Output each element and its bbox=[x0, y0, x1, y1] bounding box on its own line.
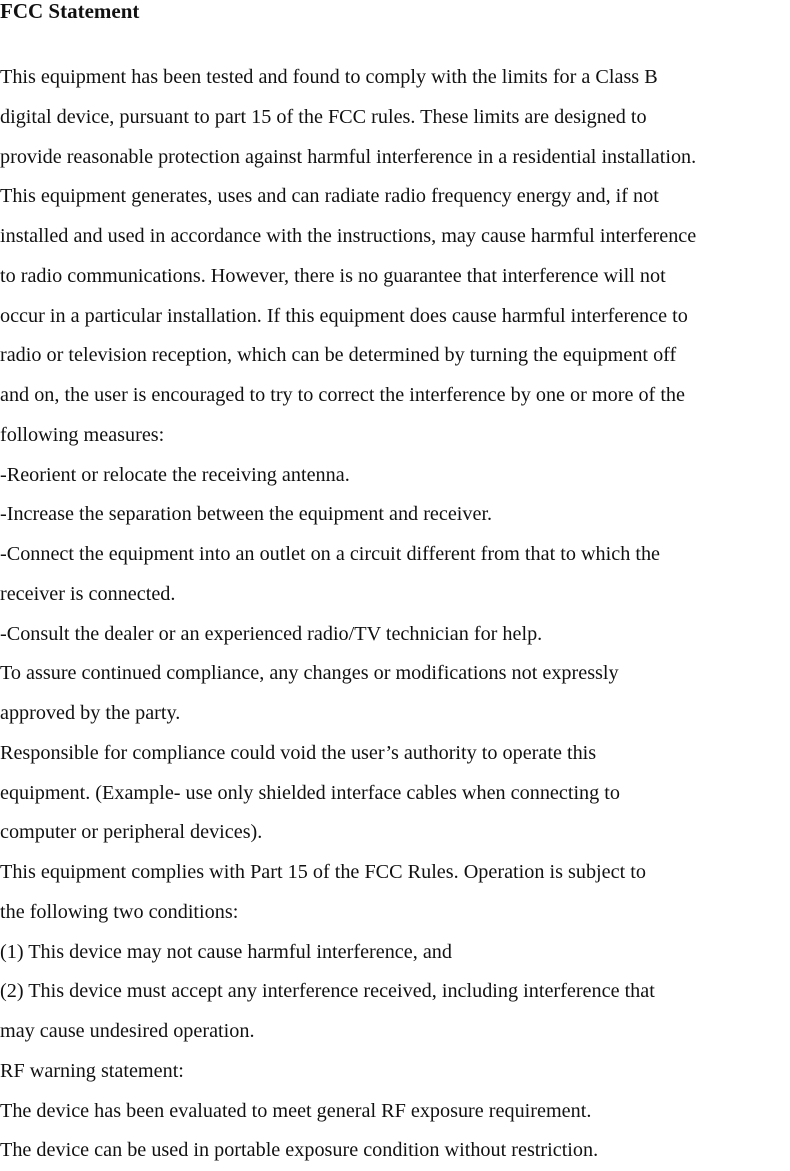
text-line-5: installed and used in accordance with the instructions, may cause harmful interference bbox=[0, 225, 697, 247]
text-line-2: digital device, pursuant to part 15 of the FCC rules. These limits are designed to bbox=[0, 105, 647, 128]
condition-2: (2) This device must accept any interference received, including interference that bbox=[0, 980, 655, 1003]
text-line-8: radio or television reception, which can be determined by turning the equipment off bbox=[0, 344, 677, 367]
text-line-10: following measures: bbox=[0, 423, 165, 446]
text-line-9: and on, the user is encouraged to try to correct the interference by one or more of the bbox=[0, 384, 685, 406]
text-line-17: approved by the party. bbox=[0, 702, 181, 724]
measure-reorient: -Reorient or relocate the receiving antenna. bbox=[0, 463, 350, 486]
text-line-4: This equipment generates, uses and can radiate radio frequency energy and, if not bbox=[0, 185, 659, 208]
condition-2-cont: may cause undesired operation. bbox=[0, 1020, 255, 1042]
rf-warning-line-1: The device has been evaluated to meet general RF exposure requirement. bbox=[0, 1099, 592, 1122]
text-line-19: equipment. (Example- use only shielded interface cables when connecting to bbox=[0, 781, 620, 804]
measure-consult-dealer: -Consult the dealer or an experienced radio/TV technician for help. bbox=[0, 622, 543, 645]
measure-connect-outlet-cont: receiver is connected. bbox=[0, 582, 176, 605]
measure-increase-separation: -Increase the separation between the equipment and receiver. bbox=[0, 503, 493, 526]
statement-body bbox=[0, 58, 790, 1171]
measure-connect-outlet: -Connect the equipment into an outlet on a circuit different from that to which the bbox=[0, 543, 661, 565]
rf-warning-line-2: The device can be used in portable exposure condition without restriction. bbox=[0, 1139, 599, 1162]
text-line-7: occur in a particular installation. If this equipment does cause harmful interference to bbox=[0, 304, 688, 327]
text-line-6: to radio communications. However, there is no guarantee that interference will not bbox=[0, 264, 666, 287]
condition-1: (1) This device may not cause harmful interference, and bbox=[0, 940, 452, 963]
text-line-1: This equipment has been tested and found to comply with the limits for a Class B bbox=[0, 66, 658, 88]
document-title: FCC Statement bbox=[0, 0, 140, 23]
text-line-3: provide reasonable protection against harmful interference in a residential installation. bbox=[0, 145, 697, 168]
text-line-20: computer or peripheral devices). bbox=[0, 821, 263, 844]
text-line-22: the following two conditions: bbox=[0, 900, 239, 923]
text-line-18: Responsible for compliance could void the user’s authority to operate this bbox=[0, 741, 597, 764]
text-line-21: This equipment complies with Part 15 of the FCC Rules. Operation is subject to bbox=[0, 861, 646, 883]
rf-warning-heading: RF warning statement: bbox=[0, 1059, 184, 1082]
text-line-16: To assure continued compliance, any changes or modifications not expressly bbox=[0, 662, 619, 685]
